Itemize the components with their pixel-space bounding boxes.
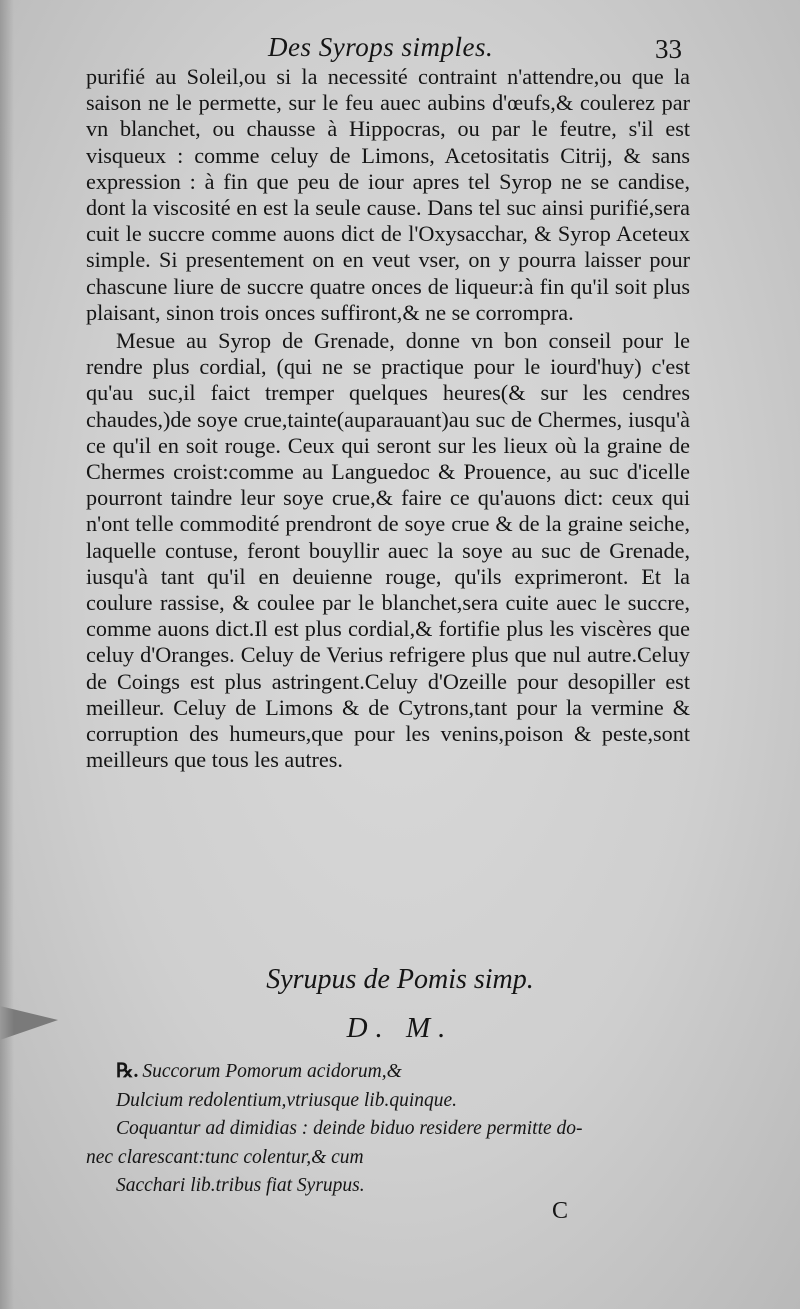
recipe-line-1-text: Succorum Pomorum acidorum,& <box>142 1061 402 1082</box>
recipe-line-2: Dulcium redolentium,vtriusque lib.quinque. <box>116 1089 458 1111</box>
recipe-line-5: Sacchari lib.tribus fiat Syrupus. <box>116 1175 365 1196</box>
page-header <box>0 30 800 66</box>
running-title: Des Syrops simples. <box>268 32 494 62</box>
recipe-line-1 <box>116 1058 696 1087</box>
recipe-line-4: nec clarescant:tunc colentur,& cum <box>86 1146 364 1168</box>
recipe-initials: D. M. <box>346 1012 454 1044</box>
recipe-line-3: Coquantur ad dimidias : deinde biduo residere permitte do- <box>116 1118 583 1139</box>
recipe-symbol: ℞. <box>116 1061 139 1082</box>
body-text <box>86 64 690 773</box>
paragraph-2: Mesue au Syrop de Grenade, donne vn bon conseil pour le rendre plus cordial, (qui ne se practique pour le iourd'huy) c'est qu'au suc,il faict tremper quelques heures(& sur les cendres chaudes,)de soye crue,tainte(auparauant)au suc de Chermes, iusqu'à ce qu'il en soit rouge. Ceux qui seront sur les lieux où la graine de Chermes croist:comme au Languedoc & Prouence, au suc d'icelle pourront taindre leur soye crue,& faire ce qu'auons dict: ceux qui n'ont telle commodité prendront de soye crue & de la graine seiche, laquelle contuse, feront bouyllir auec la soye au suc de Grenade, iusqu'à tant qu'il en deuienne rouge, qu'ils exprimeront. Et la coulure rassise, & coulee par le blanchet,sera cuite auec le succre, comme auons dict.Il est plus cordial,& fortifie plus les viscères que celuy d'Oranges. Celuy de Verius refrigere plus que nul autre.Celuy de Coings est plus astringent.Celuy d'Ozeille pour desopiller est meilleur. Celuy de Limons & de Cytrons,tant pour la vermine & corruption des humeurs,que pour les venins,poison & peste,sont meilleurs que tous les autres. <box>86 328 690 773</box>
catchword: C <box>552 1198 569 1224</box>
recipe-block <box>86 1058 696 1201</box>
page-number: 33 <box>655 34 682 64</box>
paragraph-1: purifié au Soleil,ou si la necessité contraint n'attendre,ou que la saison ne le permette, sur le feu auec aubins d'œufs,& coulerez par vn blanchet, ou chausse à Hippocras, ou par le feutre, s'il est visqueux : comme celuy de Limons, Acetositatis Citrij, & sans expression : à fin que peu de iour apres tel Syrop ne se candise, dont la viscosité en est la seule cause. Dans tel suc ainsi purifié,sera cuit le succre comme auons dict de l'Oxysacchar, & Syrop Aceteux simple. Si presentement on en veut vser, on y pourra laisser pour chascune liure de succre quatre onces de liqueur:à fin qu'il soit plus plaisant, sinon trois onces suffiront,& ne se corrompra. <box>86 64 690 325</box>
recipe-title: Syrupus de Pomis simp. <box>266 964 534 995</box>
